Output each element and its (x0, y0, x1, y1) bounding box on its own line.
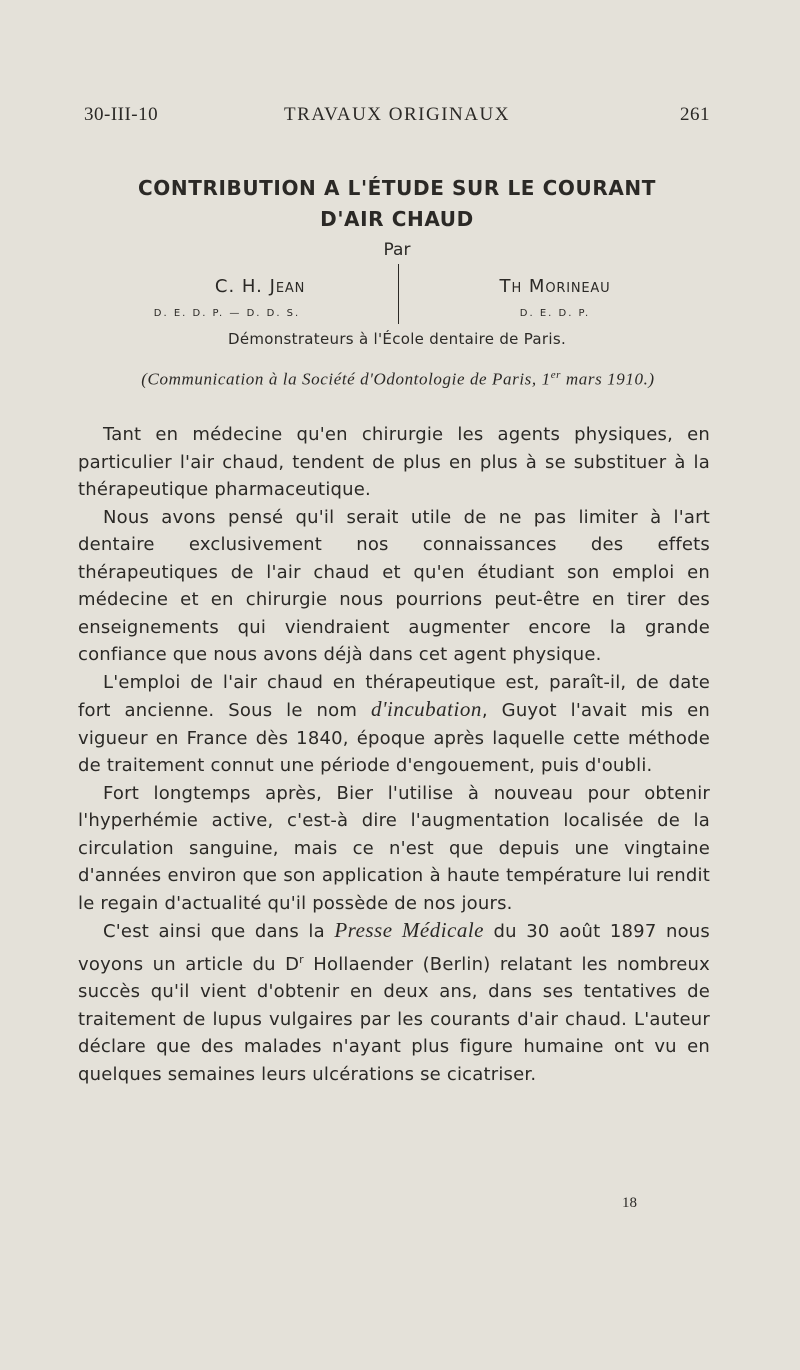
author-jean (140, 276, 380, 297)
article-title-line-1: CONTRIBUTION A L'ÉTUDE SUR LE COURANT (137, 176, 656, 200)
communication-text: (Communication à la Société d'Odontologie de Paris, 1 (141, 369, 551, 389)
communication-ordinal: er (550, 369, 562, 381)
issue-date: 30-III-10 (84, 104, 159, 125)
paragraph-5-end: Hollaender (Berlin) relatant les nombreux succès qu'il vient d'obtenir en deux ans, dans ses tentatives de traitement de lupus vulgaires par les courants d'air chaud. L'auteur déclare que des malades n'ayant plus figure humaine ont vu en quelques semaines leurs ulcérations se cicatriser. (78, 953, 711, 1085)
paragraph-3-start: L'emploi de l'air chaud en thérapeutique est, paraît-il, de date fort ancienne. Sous le nom (78, 671, 710, 721)
section-title: TRAVAUX ORIGINAUX (284, 104, 510, 125)
author-morineau-surname-initial: M (522, 276, 546, 297)
paragraph-5-title-sup: r (299, 952, 304, 966)
author-morineau-degrees: D. E. D. P. (519, 308, 591, 319)
author-divider (398, 264, 399, 324)
paragraph-5-start: C'est ainsi que dans la (103, 921, 335, 942)
paragraph-3 (78, 669, 710, 780)
author-morineau (430, 276, 680, 297)
paragraph-3-term: d'incubation (371, 697, 482, 721)
page-number: 261 (680, 104, 710, 125)
paragraph-5-middle: du 30 août 1897 nous voyons un article du D (78, 921, 710, 975)
paragraph-5 (78, 917, 710, 1088)
affiliation: Démonstrateurs à l'École dentaire de Paris. (227, 330, 567, 348)
author-jean-degrees: D. E. D. P. — D. D. S. (153, 308, 301, 319)
communication-date: mars 1910.) (561, 369, 655, 389)
paragraph-4: Fort longtemps après, Bier l'utilise à nouveau pour obtenir l'hyperhémie active, c'est-à dire l'augmentation localisée de la circulation sanguine, mais ce n'est que depuis une vingtaine d'années environ que son application à haute température lui rendit le regain d'actualité qu'il possède de nos jours. (78, 782, 710, 914)
communication-note (78, 369, 718, 390)
article-title-line-2: D'AIR CHAUD (320, 207, 474, 231)
article-body (78, 421, 710, 1088)
paragraph-2: Nous avons pensé qu'il serait utile de ne pas limiter à l'art dentaire exclusivement nos connaissances des effets thérapeutiques de l'air chaud et qu'en étudiant son emploi en médecine et en chirurgie nous pourrions peut-être en tirer des enseignements qui viendraient augmenter encore la grande confiance que nous avons déjà dans cet agent physique. (78, 506, 710, 665)
article-title (84, 173, 710, 235)
paragraph-1: Tant en médecine qu'en chirurgie les agents physiques, en particulier l'air chaud, tendent de plus en plus à se substituer à la thérapeutique pharmaceutique. (78, 424, 710, 500)
author-morineau-initial: T (499, 276, 512, 297)
author-jean-surname-rest: EAN (275, 281, 306, 296)
signature-mark: 18 (622, 1195, 637, 1211)
paragraph-5-journal: Presse Médicale (334, 918, 485, 942)
paragraph-3-end: , Guyot l'avait mis en vigueur en France dès 1840, époque après laquelle cette méthode de traitement connut une période d'engouement, puis d'oubli. (78, 700, 710, 776)
running-head (84, 104, 710, 130)
author-jean-initials: C. H. J (214, 276, 276, 297)
author-morineau-surname-rest: ORINEAU (545, 281, 611, 296)
byline: Par (383, 240, 411, 260)
author-morineau-initial-rest: H (511, 281, 523, 296)
